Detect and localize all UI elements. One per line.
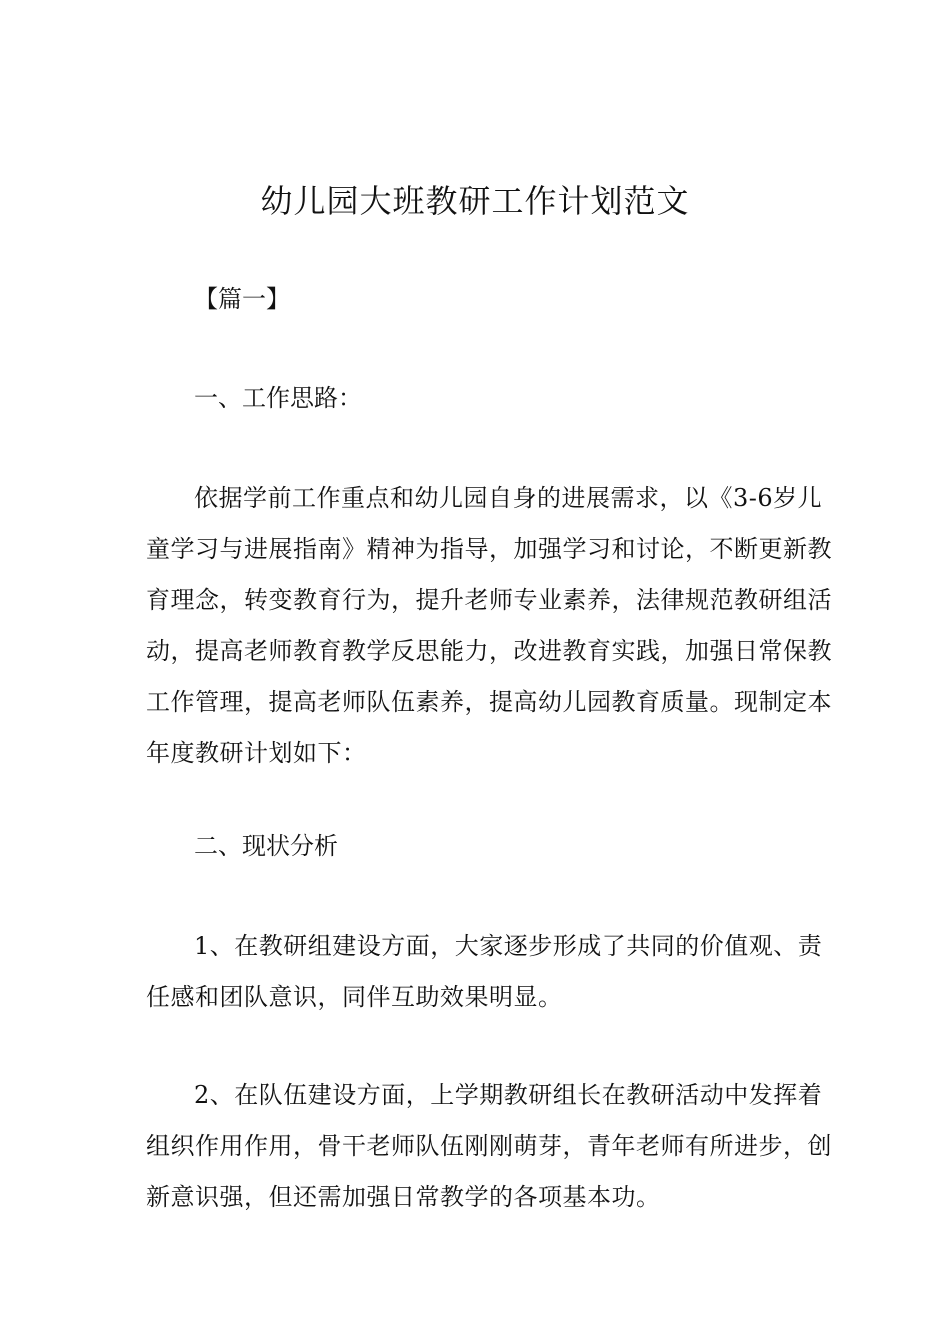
heading-work-ideas: 一、工作思路： bbox=[194, 384, 362, 412]
section-label: 【篇一】 bbox=[194, 285, 290, 313]
paragraph-team-building-text: 1、在教研组建设方面，大家逐步形成了共同的价值观、责任感和团队意识，同伴互助效果明显。 bbox=[146, 932, 823, 1011]
document-title: 幼儿园大班教研工作计划范文 bbox=[260, 182, 690, 220]
paragraph-work-ideas-text: 依据学前工作重点和幼儿园自身的进展需求，以《3-6岁儿童学习与进展指南》精神为指导，加强学习和讨论，不断更新教育理念，转变教育行为，提升老师专业素养，法律规范教研组活动，提高老师教育教学反思能力，改进教育实践，加强日常保教工作管理，提高老师队伍素养，提高幼儿园教育质量。现制定本年度教研计划如下： bbox=[146, 484, 832, 767]
paragraph-staff-building-text: 2、在队伍建设方面，上学期教研组长在教研活动中发挥着组织作用作用，骨干老师队伍刚刚萌芽，青年老师有所进步，创新意识强，但还需加强日常教学的各项基本功。 bbox=[146, 1081, 832, 1211]
paragraph-team-building bbox=[146, 921, 846, 1023]
heading-status-analysis: 二、现状分析 bbox=[194, 832, 338, 860]
paragraph-work-ideas bbox=[146, 473, 846, 779]
paragraph-staff-building bbox=[146, 1070, 846, 1223]
